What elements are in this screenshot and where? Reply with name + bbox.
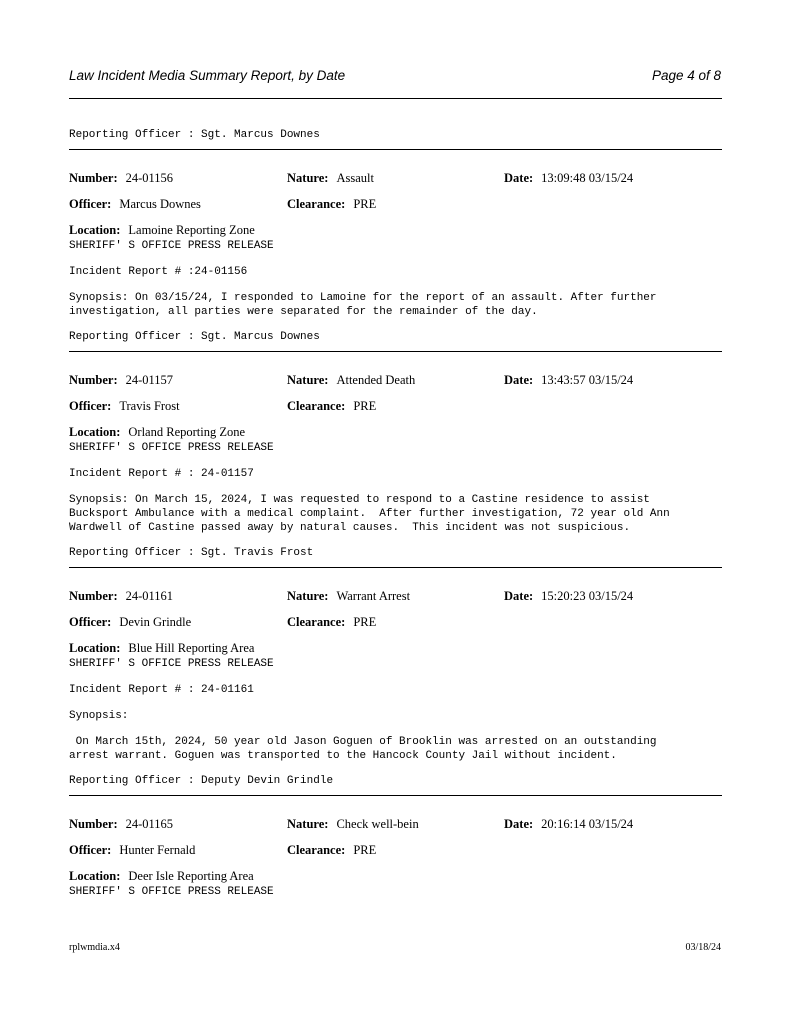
location-value: Deer Isle Reporting Area — [128, 869, 254, 883]
record-nature — [287, 817, 419, 832]
officer-value: Devin Grindle — [119, 615, 192, 629]
number-value: 24-01156 — [125, 171, 174, 185]
record-number — [69, 817, 173, 832]
record-location — [69, 641, 254, 656]
top-reporting-officer: Reporting Officer : Sgt. Marcus Downes — [69, 129, 320, 141]
record-number — [69, 589, 173, 604]
record-clearance — [287, 843, 376, 858]
record-officer — [69, 615, 191, 630]
date-label: Date: — [504, 171, 534, 185]
date-label: Date: — [504, 589, 534, 603]
location-value: Orland Reporting Zone — [128, 425, 246, 439]
record-location — [69, 425, 245, 440]
officer-label: Officer: — [69, 399, 112, 413]
nature-label: Nature: — [287, 589, 329, 603]
date-label: Date: — [504, 373, 534, 387]
location-label: Location: — [69, 223, 121, 237]
clearance-label: Clearance: — [287, 399, 346, 413]
record-clearance — [287, 197, 376, 212]
incident-report-line: Incident Report # : 24-01161 — [69, 684, 254, 696]
record-nature — [287, 373, 415, 388]
record-officer — [69, 399, 180, 414]
incident-report-line: Incident Report # : 24-01157 — [69, 468, 254, 480]
reporting-officer-line: Reporting Officer : Sgt. Marcus Downes — [69, 331, 320, 343]
press-release-line: SHERIFF' S OFFICE PRESS RELEASE — [69, 442, 274, 454]
record-divider — [69, 149, 722, 150]
record-divider — [69, 351, 722, 352]
footer-date: 03/18/24 — [685, 942, 721, 953]
officer-label: Officer: — [69, 843, 112, 857]
page-number: Page 4 of 8 — [651, 68, 721, 83]
nature-value: Attended Death — [336, 373, 416, 387]
record-officer — [69, 197, 201, 212]
header-divider — [69, 98, 722, 99]
record-clearance — [287, 615, 376, 630]
date-value: 13:43:57 03/15/24 — [541, 373, 634, 387]
number-label: Number: — [69, 171, 118, 185]
number-label: Number: — [69, 817, 118, 831]
synopsis-text: On March 15th, 2024, 50 year old Jason Goguen of Brooklin was arrested on an outstanding arrest warrant. Goguen was transported to the Hancock County Jail without incident. — [69, 736, 657, 762]
nature-value: Assault — [336, 171, 374, 185]
location-label: Location: — [69, 425, 121, 439]
synopsis-text: Synopsis: On March 15, 2024, I was requested to respond to a Castine residence to assist Bucksport Ambulance with a medical complaint. After further investigation, 72 year old Ann Wardwell of Castine passed away by natural causes. This incident was not suspicious. — [69, 494, 670, 534]
clearance-label: Clearance: — [287, 843, 346, 857]
record-nature — [287, 171, 374, 186]
incident-report-line: Incident Report # :24-01156 — [69, 266, 248, 278]
nature-label: Nature: — [287, 171, 329, 185]
officer-label: Officer: — [69, 197, 112, 211]
record-location — [69, 869, 254, 884]
press-release-line: SHERIFF' S OFFICE PRESS RELEASE — [69, 658, 274, 670]
record-date — [504, 373, 633, 388]
number-label: Number: — [69, 589, 118, 603]
officer-value: Hunter Fernald — [119, 843, 196, 857]
date-value: 15:20:23 03/15/24 — [541, 589, 634, 603]
number-value: 24-01165 — [125, 817, 174, 831]
officer-value: Marcus Downes — [119, 197, 201, 211]
record-divider — [69, 567, 722, 568]
record-number — [69, 171, 173, 186]
nature-value: Check well-bein — [336, 817, 419, 831]
reporting-officer-line: Reporting Officer : Sgt. Travis Frost — [69, 547, 314, 559]
record-date — [504, 817, 633, 832]
press-release-line: SHERIFF' S OFFICE PRESS RELEASE — [69, 886, 274, 898]
location-value: Lamoine Reporting Zone — [128, 223, 255, 237]
officer-value: Travis Frost — [119, 399, 180, 413]
record-divider — [69, 795, 722, 796]
location-label: Location: — [69, 869, 121, 883]
reporting-officer-line: Reporting Officer : Deputy Devin Grindle — [69, 775, 334, 787]
record-location — [69, 223, 255, 238]
clearance-label: Clearance: — [287, 615, 346, 629]
clearance-label: Clearance: — [287, 197, 346, 211]
nature-value: Warrant Arrest — [336, 589, 411, 603]
officer-label: Officer: — [69, 615, 112, 629]
nature-label: Nature: — [287, 817, 329, 831]
press-release-line: SHERIFF' S OFFICE PRESS RELEASE — [69, 240, 274, 252]
record-clearance — [287, 399, 376, 414]
report-title: Law Incident Media Summary Report, by Date — [69, 68, 346, 83]
record-officer — [69, 843, 195, 858]
footer-filename: rplwmdia.x4 — [69, 942, 120, 953]
number-label: Number: — [69, 373, 118, 387]
record-number — [69, 373, 173, 388]
nature-label: Nature: — [287, 373, 329, 387]
date-label: Date: — [504, 817, 534, 831]
location-value: Blue Hill Reporting Area — [128, 641, 255, 655]
date-value: 20:16:14 03/15/24 — [541, 817, 634, 831]
synopsis-text: Synopsis: On 03/15/24, I responded to Lamoine for the report of an assault. After further investigation, all parties were separated for the remainder of the day. — [69, 292, 657, 318]
date-value: 13:09:48 03/15/24 — [541, 171, 634, 185]
location-label: Location: — [69, 641, 121, 655]
clearance-value: PRE — [353, 399, 377, 413]
number-value: 24-01161 — [125, 589, 174, 603]
record-date — [504, 171, 633, 186]
number-value: 24-01157 — [125, 373, 174, 387]
clearance-value: PRE — [353, 615, 377, 629]
synopsis-label: Synopsis: — [69, 710, 129, 722]
clearance-value: PRE — [353, 843, 377, 857]
clearance-value: PRE — [353, 197, 377, 211]
record-date — [504, 589, 633, 604]
record-nature — [287, 589, 410, 604]
